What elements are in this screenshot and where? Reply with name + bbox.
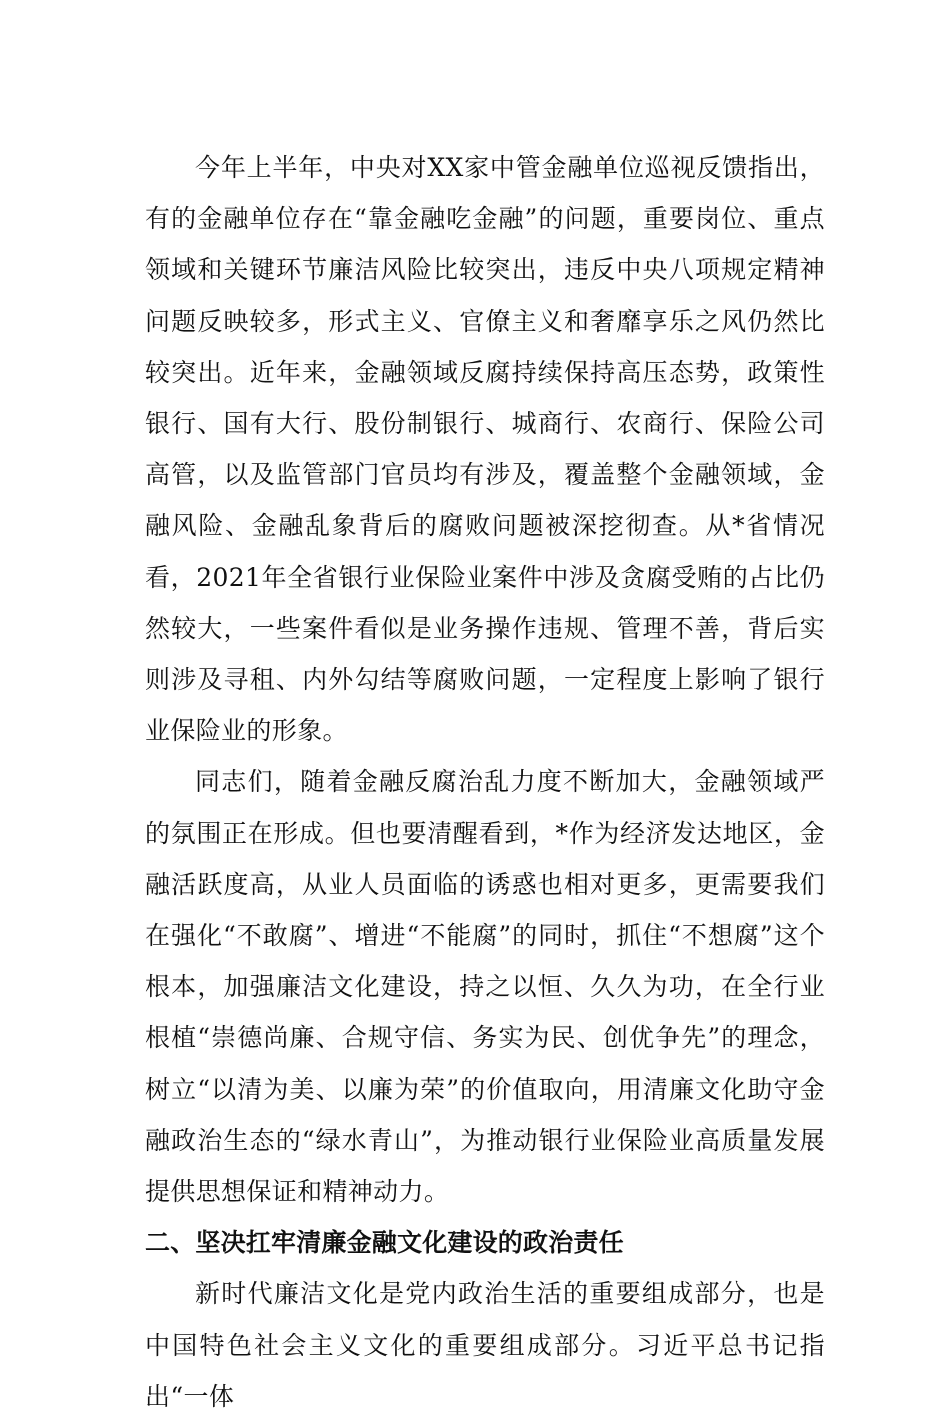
paragraph-1: 今年上半年，中央对XX家中管金融单位巡视反馈指出，有的金融单位存在“靠金融吃金融”的问题，重要岗位、重点领域和关键环节廉洁风险比较突出，违反中央八项规定精神问题反映较多，形式主义、官僚主义和奢靡享乐之风仍然比较突出。近年来，金融领域反腐持续保持高压态势，政策性银行、国有大行、股份制银行、城商行、农商行、保险公司高管，以及监管部门官员均有涉及，覆盖整个金融领域，金融风险、金融乱象背后的腐败问题被深挖彻查。从*省情况看，2021年全省银行业保险业案件中涉及贪腐受贿的占比仍然较大，一些案件看似是业务操作违规、管理不善，背后实则涉及寻租、内外勾结等腐败问题，一定程度上影响了银行业保险业的形象。 <box>145 153 825 746</box>
paragraph-2: 同志们，随着金融反腐治乱力度不断加大，金融领域严的氛围正在形成。但也要清醒看到，*作为经济发达地区，金融活跃度高，从业人员面临的诱惑也相对更多，更需要我们在强化“不敢腐”、增进“不能腐”的同时，抓住“不想腐”这个根本，加强廉洁文化建设，持之以恒、久久为功，在全行业根植“崇德尚廉、合规守信、务实为民、创优争先”的理念，树立“以清为美、以廉为荣”的价值取向，用清廉文化助守金融政治生态的“绿水青山”，为推动银行业保险业高质量发展提供思想保证和精神动力。 <box>145 767 825 1207</box>
section-heading: 二、坚决扛牢清廉金融文化建设的政治责任 <box>145 1228 624 1258</box>
paragraph-3: 新时代廉洁文化是党内政治生活的重要组成部分，也是中国特色社会主义文化的重要组成部分。习近平总书记指出“一体 <box>145 1279 825 1411</box>
document-body <box>145 142 825 1422</box>
